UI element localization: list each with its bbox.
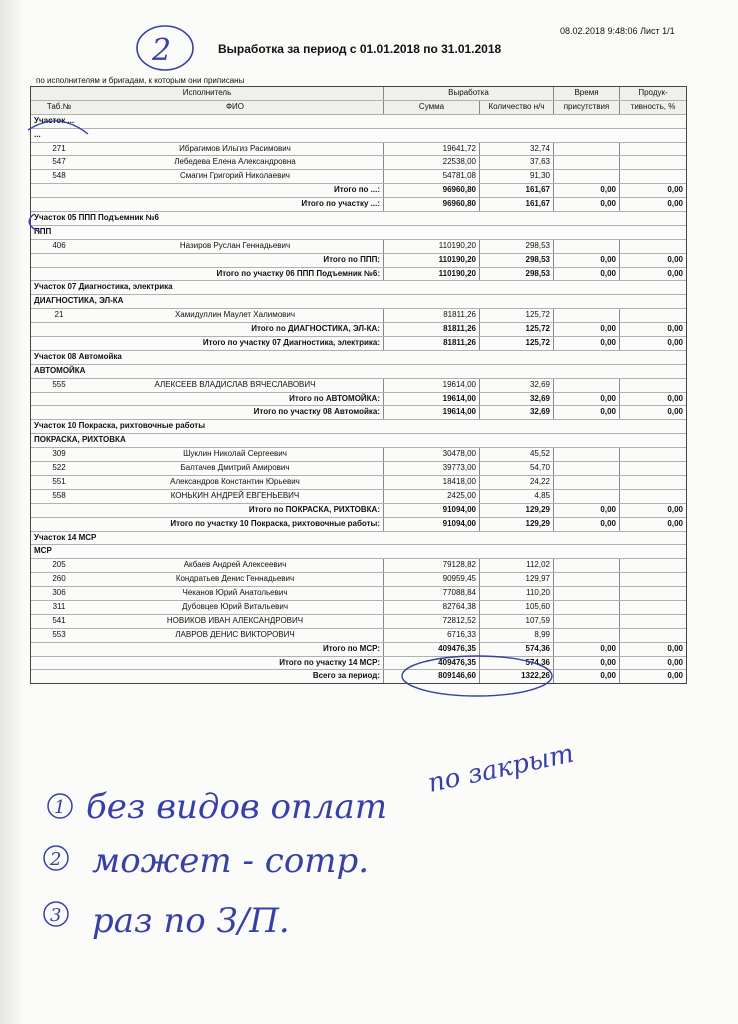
col-qty-header: Количество н/ч: [479, 101, 553, 114]
tab-number: 205: [52, 560, 66, 570]
total-label: Итого по ППП:: [323, 254, 380, 264]
employee-name: НОВИКОВ ИВАН АЛЕКСАНДРОВИЧ: [166, 615, 304, 625]
total-hours: 129,29: [479, 504, 553, 517]
total-label: Итого по АВТОМОЙКА:: [289, 393, 380, 403]
total-sum: 91094,00: [383, 518, 479, 531]
print-date: 08.02.2018 9:48:06 Лист 1/1: [560, 26, 675, 36]
total-label: Итого по МСР:: [322, 643, 380, 653]
employee-name: ЛАВРОВ ДЕНИС ВИКТОРОВИЧ: [175, 629, 295, 639]
total-hours: 1322,26: [479, 670, 553, 683]
note-2-number: 2: [50, 849, 62, 870]
total-time: 0,00: [553, 643, 619, 656]
total-time: 0,00: [553, 184, 619, 197]
total-hours: 298,53: [479, 268, 553, 281]
total-label: Итого по участку 07 Диагностика, электрика:: [202, 338, 380, 348]
note-3-number: 3: [50, 905, 62, 926]
employee-name: Александров Константин Юрьевич: [170, 476, 300, 486]
total-time: 0,00: [553, 323, 619, 336]
tab-number: 541: [52, 615, 66, 625]
total-time: 0,00: [553, 504, 619, 517]
hours-cell: 298,53: [479, 240, 553, 253]
total-time: 0,00: [553, 670, 619, 683]
total-hours: 125,72: [479, 337, 553, 350]
employee-name: Назиров Руслан Геннадьевич: [179, 240, 291, 250]
col-fio-header: ФИО: [225, 101, 245, 111]
tab-number: 306: [52, 588, 66, 598]
hours-cell: 4,85: [479, 490, 553, 503]
ink-stroke: [29, 214, 40, 232]
sum-cell: 81811,26: [383, 309, 479, 322]
col-time-sub-header: присутствия: [553, 101, 619, 114]
total-time: 0,00: [553, 393, 619, 406]
sum-cell: 2425,00: [383, 490, 479, 503]
note-1-number: 1: [54, 797, 66, 818]
total-time: 0,00: [553, 254, 619, 267]
col-executor-header: Исполнитель: [182, 88, 232, 97]
employee-name: Лебедева Елена Александровна: [174, 157, 296, 167]
employee-name: Шуклин Николай Сергеевич: [183, 449, 287, 459]
col-prod-sub-header: тивность, %: [619, 101, 686, 114]
sum-cell: 54781,08: [383, 170, 479, 183]
sum-cell: 18418,00: [383, 476, 479, 489]
tab-number: 547: [52, 157, 66, 167]
tab-number: 271: [52, 143, 66, 153]
col-sum-header: Сумма: [383, 101, 479, 114]
section-label: ПОКРАСКА, РИХТОВКА: [34, 435, 126, 445]
section-label: АВТОМОЙКА: [34, 365, 86, 375]
circled-number: 2: [152, 33, 172, 68]
report-subtitle: по исполнителям и бригадам, к которым они приписаны: [36, 76, 245, 85]
total-hours: 125,72: [479, 323, 553, 336]
section-label: МСР: [34, 546, 52, 556]
tab-number: 548: [52, 171, 66, 181]
sum-cell: 39773,00: [383, 462, 479, 475]
col-tab-header: Таб.№: [46, 101, 72, 111]
total-label: Итого по участку 10 Покраска, рихтовочные работы:: [170, 518, 380, 528]
employee-name: Кондратьев Денис Геннадьевич: [175, 574, 295, 584]
total-time: 0,00: [553, 406, 619, 419]
total-productivity: 0,00: [619, 198, 686, 211]
total-label: Итого по участку 14 МСР:: [279, 657, 380, 667]
total-productivity: 0,00: [619, 393, 686, 406]
total-sum: 81811,26: [383, 323, 479, 336]
sum-cell: 19641,72: [383, 143, 479, 156]
total-productivity: 0,00: [619, 518, 686, 531]
hours-cell: 8,99: [479, 629, 553, 642]
hours-cell: 32,69: [479, 379, 553, 392]
section-label: ...: [34, 129, 41, 139]
total-sum: 409476,35: [383, 657, 479, 670]
total-productivity: 0,00: [619, 268, 686, 281]
tab-number: 21: [54, 310, 64, 320]
employee-name: Хамидуллин Маулет Халимович: [174, 310, 296, 320]
note-1-text: без видов оплат: [86, 787, 388, 827]
col-output-header: Выработка: [383, 87, 553, 100]
hours-cell: 125,72: [479, 309, 553, 322]
total-label: Итого по участку 08 Автомойка:: [253, 407, 380, 417]
col-time-header: Время: [553, 87, 619, 100]
total-time: 0,00: [553, 198, 619, 211]
section-label: Участок 08 Автомойка: [34, 351, 122, 361]
total-sum: 110190,20: [383, 268, 479, 281]
note-1: [48, 787, 387, 827]
hours-cell: 110,20: [479, 587, 553, 600]
section-label: Участок 07 Диагностика, электрика: [34, 282, 173, 292]
employee-name: Смагин Григорий Николаевич: [180, 171, 290, 181]
total-hours: 32,69: [479, 406, 553, 419]
col-prod-header: Продук-: [619, 87, 686, 100]
report-title: Выработка за период с 01.01.2018 по 31.01.2018: [218, 42, 502, 56]
total-hours: 129,29: [479, 518, 553, 531]
total-sum: 91094,00: [383, 504, 479, 517]
sum-cell: 77088,84: [383, 587, 479, 600]
tab-number: 309: [52, 449, 66, 459]
sum-cell: 90959,45: [383, 573, 479, 586]
note-3-text: раз по З/П.: [92, 901, 290, 941]
total-productivity: 0,00: [619, 254, 686, 267]
tab-number: 406: [52, 240, 66, 250]
section-label: Участок 10 Покраска, рихтовочные работы: [34, 421, 206, 431]
total-sum: 19614,00: [383, 393, 479, 406]
section-label: Участок ...: [34, 115, 75, 125]
total-time: 0,00: [553, 337, 619, 350]
section-label: ДИАГНОСТИКА, ЭЛ-КА: [34, 296, 124, 306]
total-label: Итого по ДИАГНОСТИКА, ЭЛ-КА:: [251, 324, 380, 334]
employee-name: Дубовцев Юрий Витальевич: [181, 601, 289, 611]
hours-cell: 107,59: [479, 615, 553, 628]
total-productivity: 0,00: [619, 643, 686, 656]
hours-cell: 45,52: [479, 448, 553, 461]
section-label: ППП: [34, 226, 52, 236]
total-productivity: 0,00: [619, 323, 686, 336]
employee-name: Чеканов Юрий Анатольевич: [182, 588, 288, 598]
hours-cell: 54,70: [479, 462, 553, 475]
hours-cell: 37,63: [479, 156, 553, 169]
total-productivity: 0,00: [619, 406, 686, 419]
total-hours: 32,69: [479, 393, 553, 406]
total-productivity: 0,00: [619, 657, 686, 670]
tab-number: 555: [52, 379, 66, 389]
total-sum: 19614,00: [383, 406, 479, 419]
total-hours: 574,36: [479, 643, 553, 656]
total-sum: 809146,60: [383, 670, 479, 683]
total-label: Итого по ПОКРАСКА, РИХТОВКА:: [248, 504, 380, 514]
hours-cell: 32,74: [479, 143, 553, 156]
sum-cell: 22538,00: [383, 156, 479, 169]
sum-cell: 82764,38: [383, 601, 479, 614]
tab-number: 311: [52, 601, 66, 611]
total-time: 0,00: [553, 518, 619, 531]
total-productivity: 0,00: [619, 184, 686, 197]
note-2-text: может - сотр.: [92, 841, 370, 881]
employee-name: КОНЬКИН АНДРЕЙ ЕВГЕНЬЕВИЧ: [170, 490, 300, 500]
sum-cell: 79128,82: [383, 559, 479, 572]
hours-cell: 112,02: [479, 559, 553, 572]
side-note: по закрыт: [425, 738, 577, 799]
tab-number: 522: [52, 463, 66, 473]
tab-number: 551: [52, 476, 66, 486]
section-label: Участок 05 ППП Подъемник №6: [34, 213, 159, 223]
hours-cell: 91,30: [479, 170, 553, 183]
note-2: [44, 841, 369, 881]
tab-number: 558: [52, 490, 66, 500]
employee-name: Ибрагимов Ильгиз Расимович: [179, 143, 291, 153]
employee-name: Акбаев Андрей Алексеевич: [183, 560, 287, 570]
tab-number: 260: [52, 574, 66, 584]
employee-name: Балтачев Дмитрий Амирович: [180, 463, 290, 473]
total-hours: 298,53: [479, 254, 553, 267]
total-label: Итого по участку ...:: [301, 199, 380, 209]
ink-stroke: [28, 121, 88, 134]
total-sum: 110190,20: [383, 254, 479, 267]
sum-cell: 19614,00: [383, 379, 479, 392]
hours-cell: 24,22: [479, 476, 553, 489]
total-productivity: 0,00: [619, 337, 686, 350]
total-label: Итого по ...:: [333, 185, 380, 195]
tab-number: 553: [52, 629, 66, 639]
note-3: [44, 901, 290, 941]
total-label: Итого по участку 06 ППП Подъемник №6:: [216, 268, 380, 278]
total-circle-mark: [402, 656, 552, 696]
total-sum: 96960,80: [383, 198, 479, 211]
total-sum: 96960,80: [383, 184, 479, 197]
hours-cell: 105,60: [479, 601, 553, 614]
total-label: Всего за период:: [312, 671, 380, 681]
total-time: 0,00: [553, 657, 619, 670]
sum-cell: 72812,52: [383, 615, 479, 628]
total-productivity: 0,00: [619, 504, 686, 517]
sum-cell: 110190,20: [383, 240, 479, 253]
total-hours: 574,36: [479, 657, 553, 670]
total-hours: 161,67: [479, 198, 553, 211]
total-time: 0,00: [553, 268, 619, 281]
total-productivity: 0,00: [619, 670, 686, 683]
sum-cell: 30478,00: [383, 448, 479, 461]
total-sum: 409476,35: [383, 643, 479, 656]
total-sum: 81811,26: [383, 337, 479, 350]
sum-cell: 6716,33: [383, 629, 479, 642]
total-hours: 161,67: [479, 184, 553, 197]
hours-cell: 129,97: [479, 573, 553, 586]
section-label: Участок 14 МСР: [34, 532, 97, 542]
employee-name: АЛЕКСЕЕВ ВЛАДИСЛАВ ВЯЧЕСЛАВОВИЧ: [154, 379, 316, 389]
